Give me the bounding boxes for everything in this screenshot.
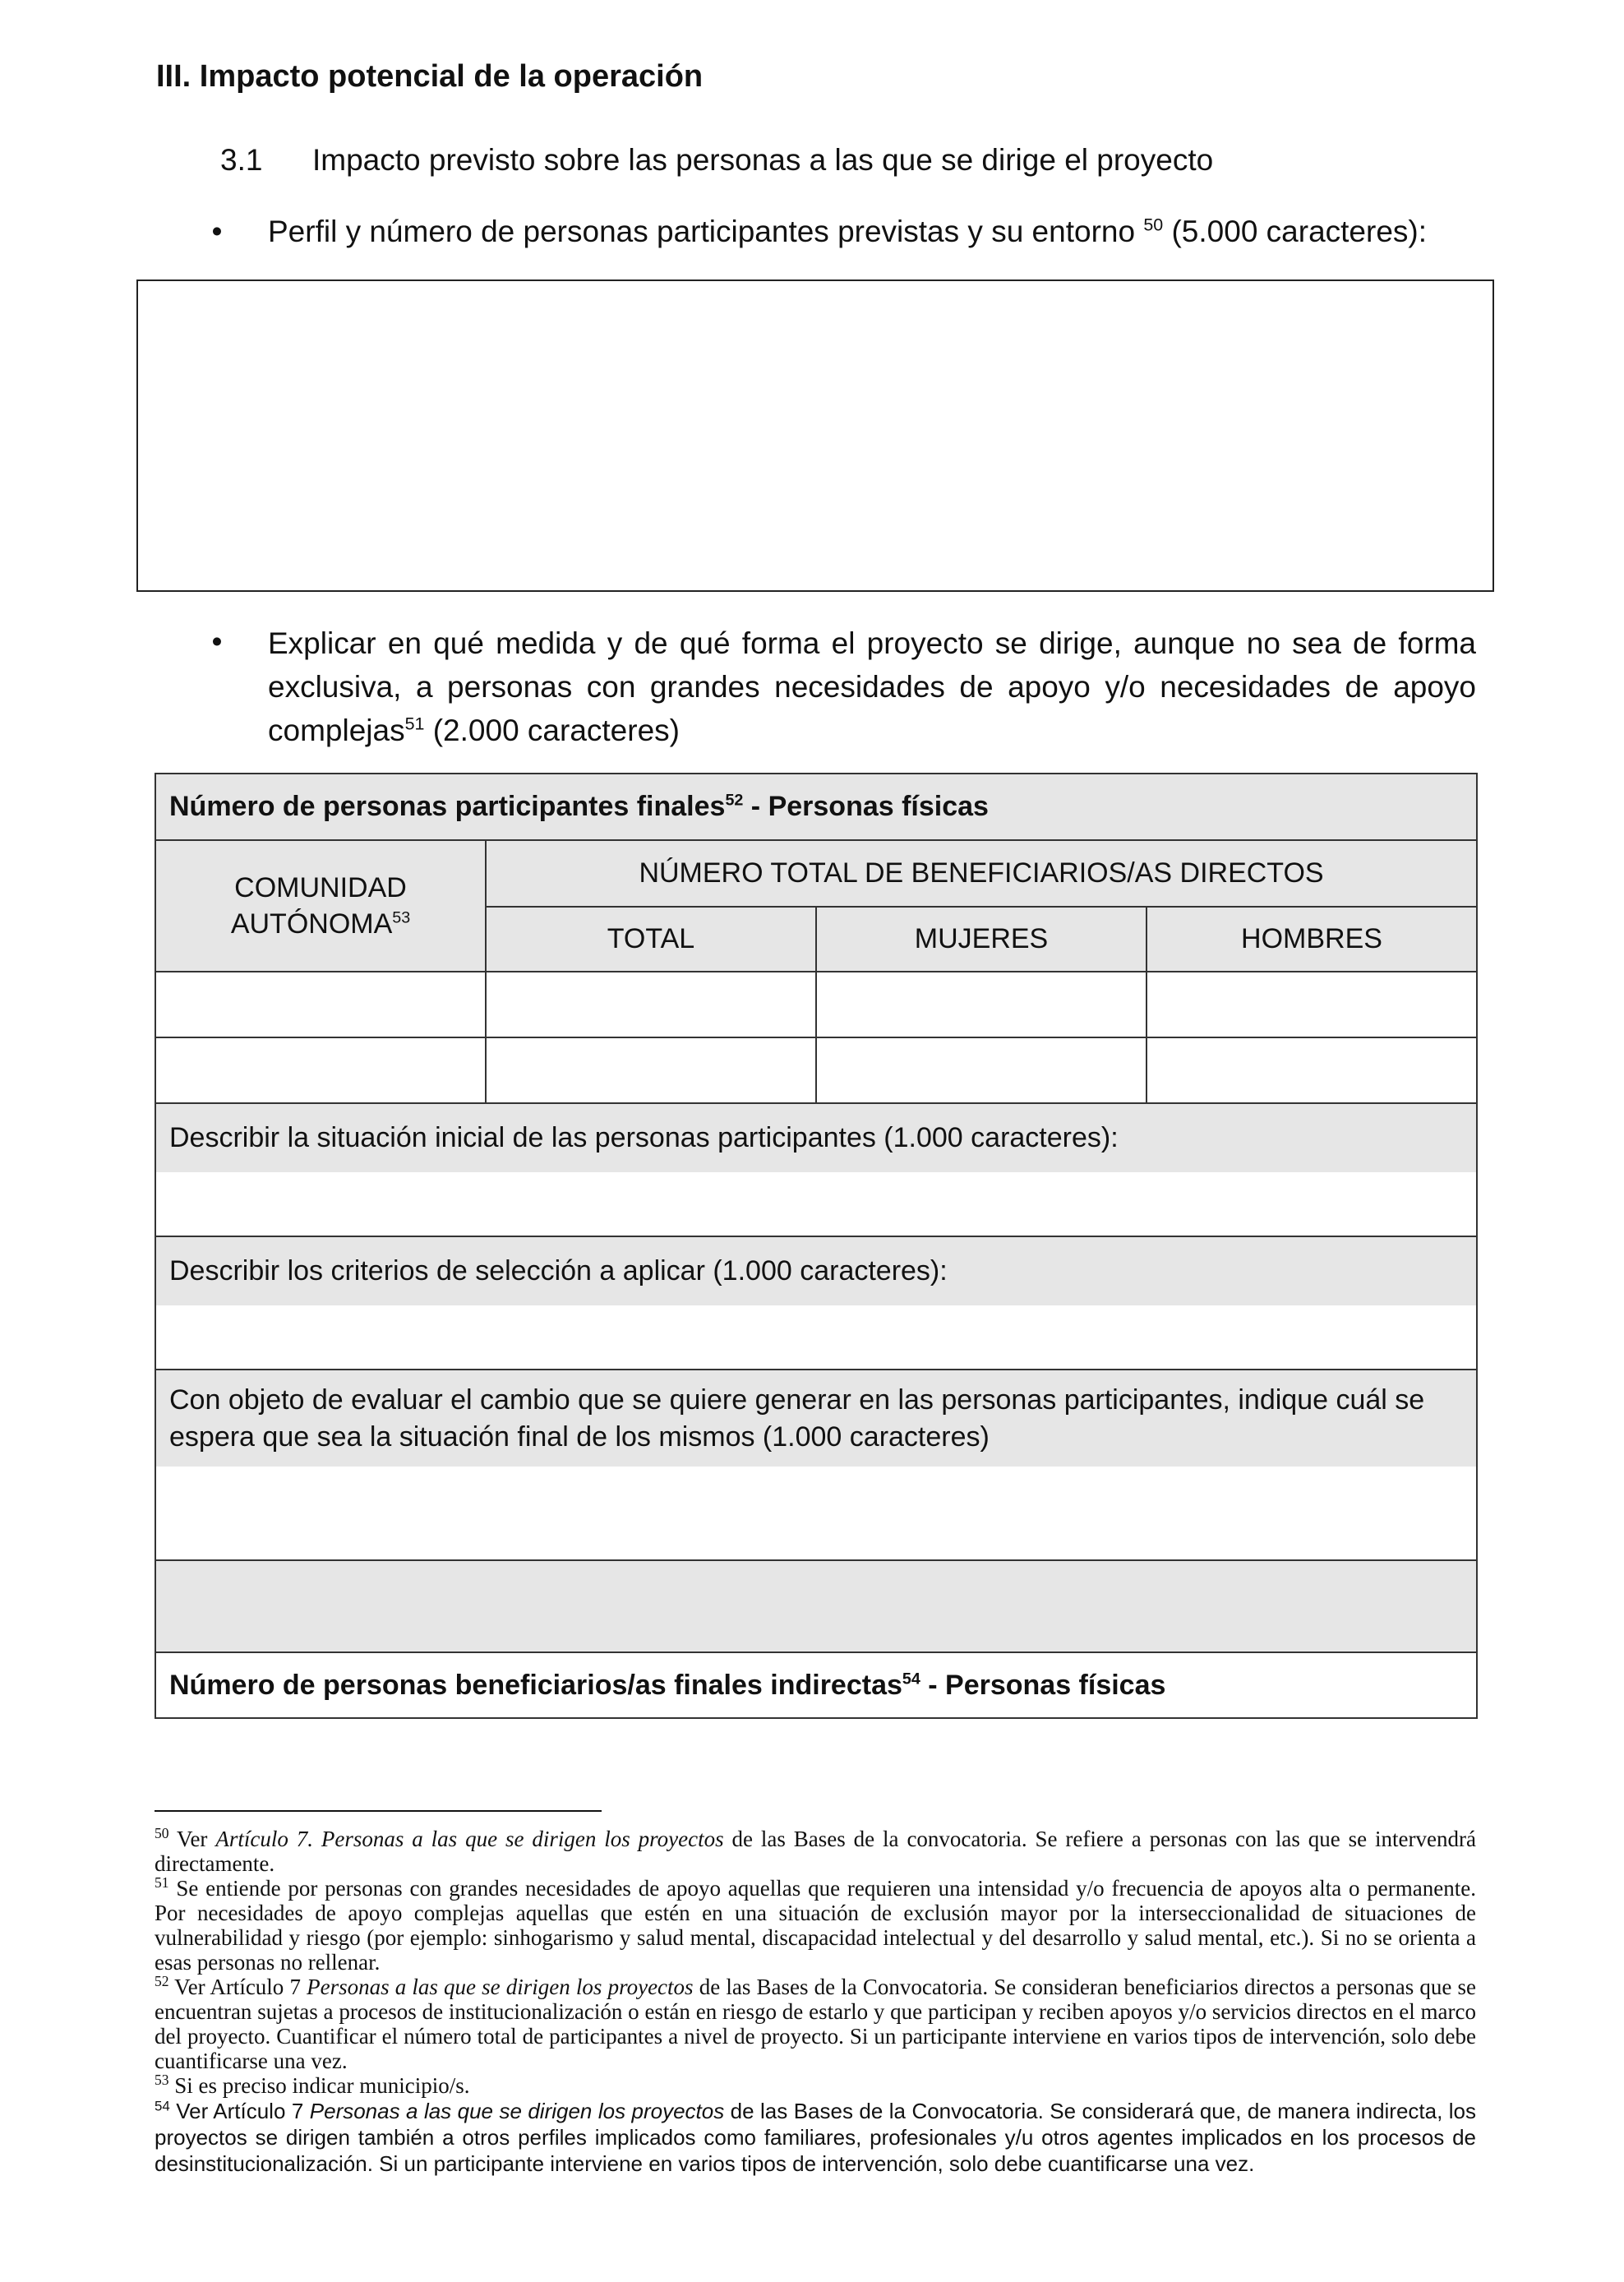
table-row — [155, 1037, 1477, 1103]
section-heading: III. Impacto potencial de la operación — [156, 59, 704, 94]
bullet-profile-text: Perfil y número de personas participantes previstas y su entorno $^{50}$ (5.000 caracteres): — [268, 215, 1428, 248]
bullet-needs-text: Explicar en qué medida y de qué forma el proyecto se dirige, aunque no sea de forma exclusiva, a personas con grandes necesidades de apoyo y/o necesidades de apoyo complejas$^{51}$ (2.000 caracteres) — [268, 626, 1476, 747]
footnote-ref: 51 — [404, 714, 425, 734]
final-situation-field[interactable] — [155, 1467, 1477, 1560]
selection-criteria-field[interactable] — [155, 1305, 1477, 1370]
column-header-women: MUJERES — [816, 907, 1146, 972]
initial-situation-field[interactable] — [155, 1172, 1477, 1236]
final-situation-prompt: Con objeto de evaluar el cambio que se quiere generar en las personas participantes, indique cuál se espera que sea la situación final de los mismos (1.000 caracteres) — [155, 1370, 1477, 1467]
footnote-50: $^{50}$ Ver Artículo 7. Personas a las que se dirigen los proyectos de las Bases de la convocatoria. Se refiere a personas con las que se intervendrá directamente. — [155, 1825, 1476, 1876]
table-row — [155, 972, 1477, 1037]
total-cell[interactable] — [486, 972, 816, 1037]
profile-text-box[interactable] — [136, 279, 1494, 592]
footnotes — [155, 1827, 1476, 2177]
column-header-total: TOTAL — [486, 907, 816, 972]
footnote-52: $^{52}$ Ver Artículo 7 Personas a las que se dirigen los proyectos de las Bases de la Convocatoria. Se consideran beneficiarios directos a personas que se encuentran sujetas a procesos de institucionalización o están en riesgo de estarlo y que participan y reciben apoyos y/o servicios directos en el marco del proyecto. Cuantificar el número total de participantes a nivel de proyecto. Si un participante interviene en varios tipos de intervención, solo debe cuantificarse una vez. — [155, 1973, 1476, 2073]
bullet-icon: • — [211, 215, 223, 248]
column-header-men: HOMBRES — [1146, 907, 1477, 972]
footnote-54: $^{54}$ Ver Artículo 7 Personas a las que se dirigen los proyectos de las Bases de la Convocatoria. Se considerará que, de manera indirecta, los proyectos se dirigen también a otros perfiles implicados como familiares, profesionales y/u otros agentes implicados en los procesos de desinstitucionalización. Si un participante interviene en varios tipos de intervención, solo debe cuantificarse una vez. — [155, 2098, 1477, 2176]
footnote-ref: 50 — [1143, 215, 1164, 235]
men-cell[interactable] — [1146, 1037, 1477, 1103]
selection-criteria-prompt: Describir los criterios de selección a aplicar (1.000 caracteres): — [155, 1236, 1477, 1305]
bullet-icon: • — [211, 625, 223, 658]
indirect-beneficiaries-header: Número de personas beneficiarios/as finales indirectas$^{54}$ - Personas físicas — [155, 1652, 1477, 1718]
participants-table — [155, 773, 1478, 1719]
column-header-region: COMUNIDAD AUTÓNOMA$^{53}$ — [155, 840, 486, 972]
women-cell[interactable] — [816, 972, 1146, 1037]
women-cell[interactable] — [816, 1037, 1146, 1103]
subsection-title: Impacto previsto sobre las personas a las que se dirige el proyecto — [312, 143, 1214, 177]
column-header-direct-beneficiaries: NÚMERO TOTAL DE BENEFICIARIOS/AS DIRECTOS — [486, 840, 1477, 907]
subsection-number: 3.1 — [220, 143, 263, 177]
participants-header: Número de personas participantes finales$^{52}$ - Personas físicas — [155, 774, 1477, 840]
initial-situation-prompt: Describir la situación inicial de las personas participantes (1.000 caracteres): — [155, 1103, 1477, 1172]
men-cell[interactable] — [1146, 972, 1477, 1037]
footnote-53: $^{53}$ Si es preciso indicar municipio/s. — [155, 2072, 470, 2098]
footnote-51: $^{51}$ Se entiende por personas con grandes necesidades de apoyo aquellas que requieren una intensidad y/o frecuencia de apoyos alta o permanente. Por necesidades de apoyo complejas aquellas que estén en una situación de exclusión mayor por la interseccionalidad de situaciones de vulnerabilidad y riesgo (por ejemplo: sinhogarismo y salud mental, discapacidad intelectual y del desarrollo y salud mental, etc.). Si no se orienta a esas personas no rellenar. — [155, 1874, 1476, 1975]
footnote-separator — [155, 1810, 602, 1812]
shaded-spacer-row — [155, 1560, 1477, 1652]
total-cell[interactable] — [486, 1037, 816, 1103]
region-cell[interactable] — [155, 972, 486, 1037]
region-cell[interactable] — [155, 1037, 486, 1103]
